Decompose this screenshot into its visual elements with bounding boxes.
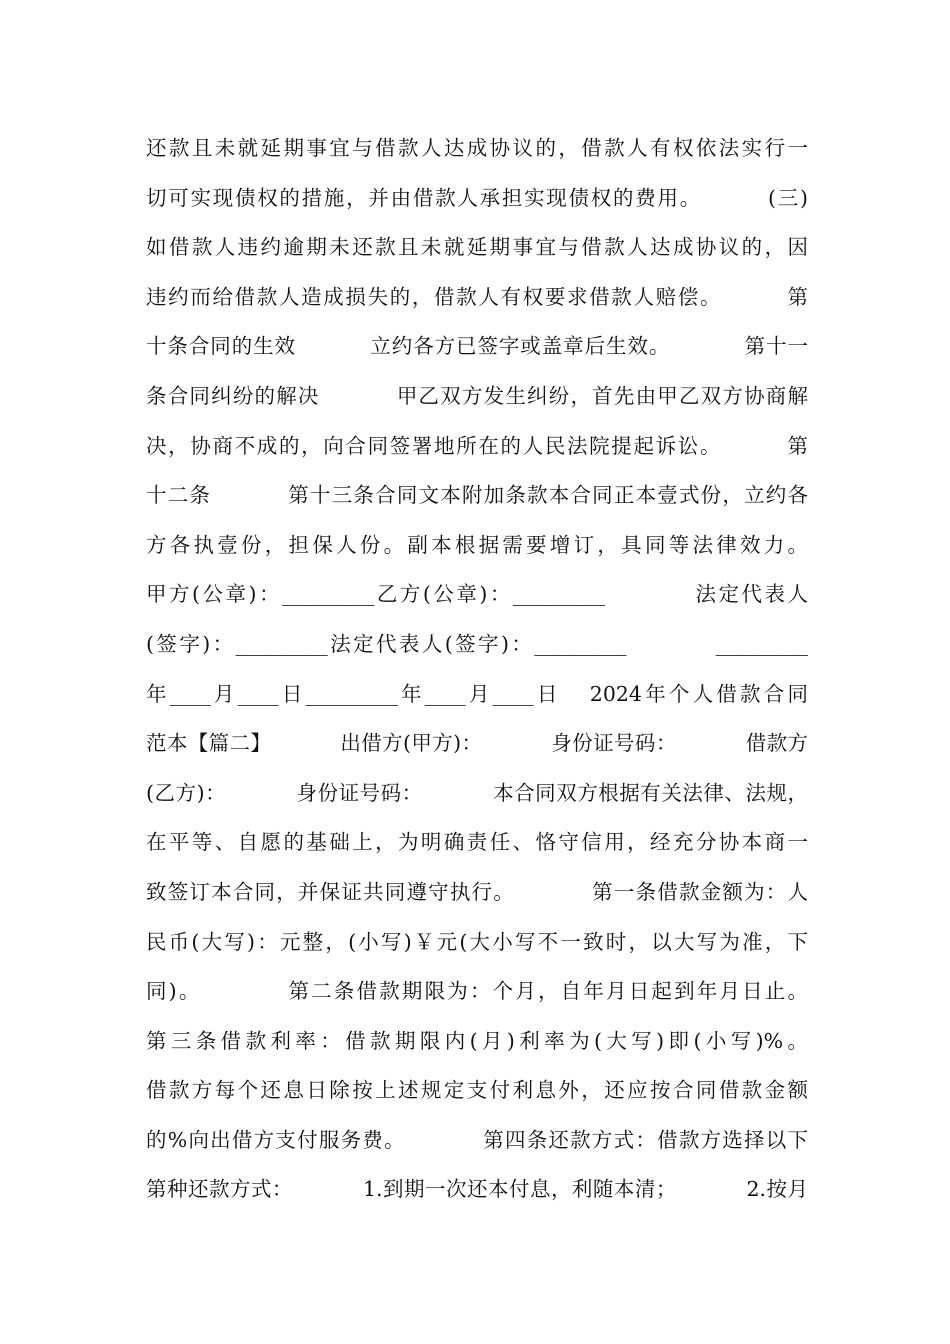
text-line: 方各执壹份，担保人份。副本根据需要增订，具同等法律效力。 — [146, 532, 808, 557]
text-line: 十二条 第十三条合同文本附加条款本合同正本壹式份，立约各 — [146, 483, 808, 508]
text-line: 决，协商不成的，向合同签署地所在的人民法院提起诉讼。 第 — [146, 433, 808, 458]
text-line: 第种还款方式： 1.到期一次还本付息，利随本清； 2.按月 — [146, 1177, 808, 1202]
text-line: 范本【篇二】 出借方(甲方)： 身份证号码： 借款方 — [146, 731, 808, 756]
text-line: 违约而给借款人造成损失的，借款人有权要求借款人赔偿。 第 — [146, 284, 808, 309]
text-line: 十条合同的生效 立约各方已签字或盖章后生效。 第十一 — [146, 334, 808, 359]
text-line: 借款方每个还息日除按上述规定支付利息外，还应按合同借款金额 — [146, 1078, 808, 1103]
text-line: (乙方)： 身份证号码： 本合同双方根据有关法律、法规， — [146, 780, 808, 805]
text-line: 第三条借款利率：借款期限内(月)利率为(大写)即(小写)%。 — [146, 1028, 808, 1053]
text-line: 年____月____日_________年____月____日 2024年个人借款合同 — [146, 681, 808, 706]
text-line: 在平等、自愿的基础上，为明确责任、恪守信用，经充分协本商一 — [146, 830, 808, 855]
text-line: 条合同纠纷的解决 甲乙双方发生纠纷，首先由甲乙双方协商解 — [146, 383, 808, 408]
text-line: 还款且未就延期事宜与借款人达成协议的，借款人有权依法实行一 — [146, 136, 808, 160]
document-body — [146, 124, 808, 1215]
text-line: 同)。 第二条借款期限为：个月，自年月日起到年月日止。 — [146, 979, 808, 1004]
text-line: 的%向出借方支付服务费。 第四条还款方式：借款方选择以下 — [146, 1127, 808, 1152]
text-line: 甲方(公章)：_________乙方(公章)：_________ 法定代表人 — [146, 582, 808, 607]
text-line: 如借款人违约逾期未还款且未就延期事宜与借款人达成协议的，因 — [146, 235, 808, 260]
text-line: 切可实现债权的措施，并由借款人承担实现债权的费用。 (三) — [146, 185, 808, 210]
text-line: 民币(大写)：元整，(小写)￥元(大小写不一致时，以大写为准，下 — [146, 929, 808, 954]
text-line: (签字)：_________法定代表人(签字)：_________ _________ — [146, 631, 808, 656]
text-line: 致签订本合同，并保证共同遵守执行。 第一条借款金额为：人 — [146, 879, 808, 904]
